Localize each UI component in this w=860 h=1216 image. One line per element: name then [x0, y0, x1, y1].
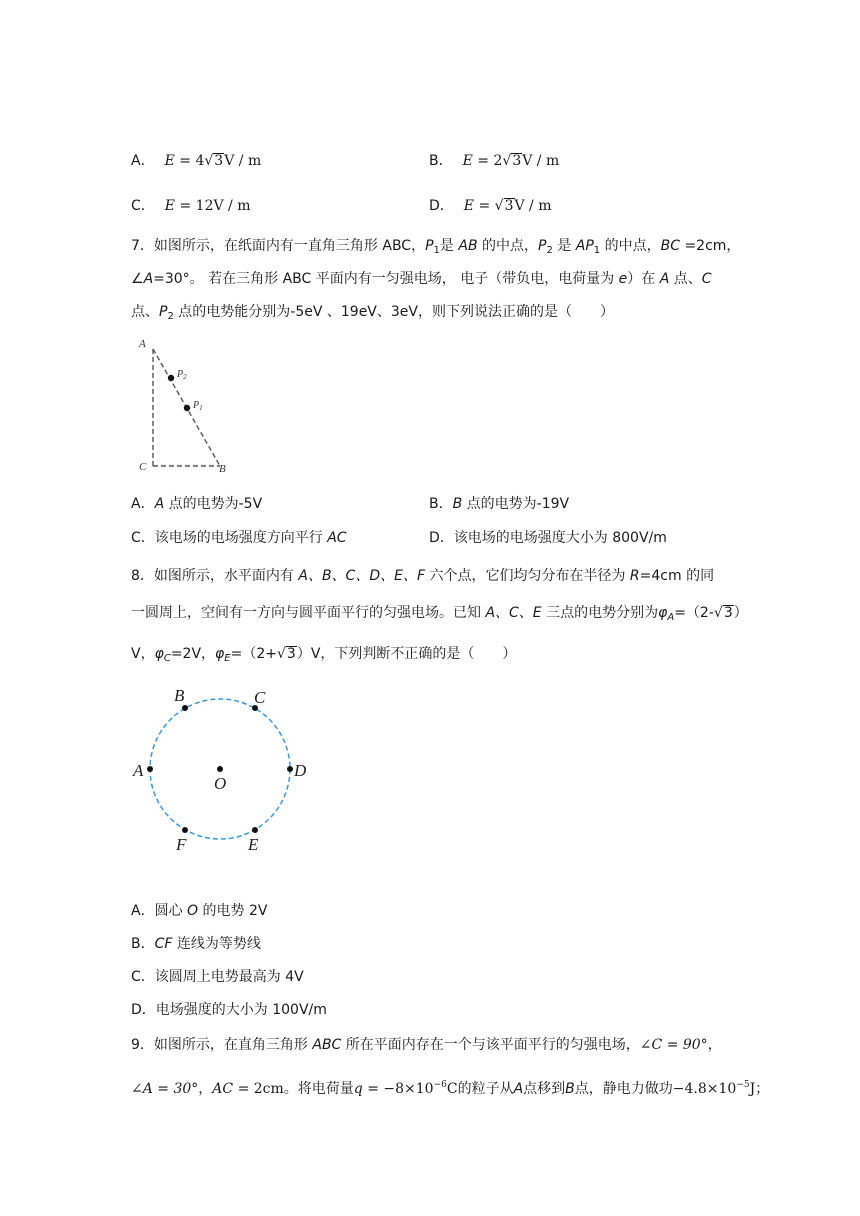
- q6-option-d: D． E = √3V / m: [429, 198, 552, 214]
- point-p2: [168, 375, 174, 381]
- label-p1: $P_1$: [193, 400, 203, 412]
- label-b: B: [174, 686, 185, 705]
- label-p2: $P_2$: [177, 369, 187, 381]
- label-f: F: [176, 835, 187, 854]
- q8-stem-line1: 8．如图所示，水平面内有 A、B、C、D、E、F 六个点，它们均匀分布在半径为 R=4cm 的同: [131, 568, 715, 584]
- label-d: D: [294, 761, 307, 780]
- label-c: C: [254, 688, 266, 707]
- point-f: [182, 827, 188, 833]
- q8-option-a: A．圆心 O 的电势 2V: [131, 903, 268, 919]
- point-e: [252, 827, 258, 833]
- q8-stem-line2: 一圆周上，空间有一方向与圆平面平行的匀强电场。已知 A、C、E 三点的电势分别为$\varphi_A=(2-√3)$: [131, 605, 748, 623]
- label-b: B: [219, 463, 226, 475]
- label-o: O: [214, 774, 227, 793]
- q7-stem-line1: 7．如图所示，在纸面内有一直角三角形 ABC，$P_1$是 AB 的中点，$P_2$ 是 $AP_1$ 的中点，BC =2cm，: [131, 238, 741, 256]
- point-a: [147, 766, 153, 772]
- q7-triangle-figure: [130, 335, 240, 480]
- label-c: C: [139, 461, 147, 473]
- point-o: [217, 766, 223, 772]
- q7-option-a: A．A 点的电势为-5V: [131, 496, 263, 512]
- point-b: [182, 705, 188, 711]
- q8-option-c: C．该圆周上电势最高为 4V: [131, 969, 304, 985]
- q6-option-a: A． E = 4√3V / m: [131, 153, 262, 169]
- q7-option-c: C．该电场的电场强度方向平行 AC: [131, 530, 347, 546]
- q8-stem-line3: V，$\varphi_C=2V$，$\varphi_E=(2+√3)V$，下列判断不正确的是（ ）: [131, 646, 517, 664]
- label-a: A: [133, 761, 144, 780]
- point-p1: [184, 405, 190, 411]
- point-d: [287, 766, 293, 772]
- q9-stem-line2: ∠A = 30°，AC = 2cm。将电荷量$q = -8\times 10^{-6}C$的粒子从A点移到B点，静电力做功$-4.8\times 10^{-5}J$；: [131, 1080, 770, 1097]
- q7-option-d: D．该电场的电场强度大小为 800V/m: [429, 530, 667, 546]
- q8-option-b: B．CF 连线为等势线: [131, 936, 261, 952]
- label-e: E: [248, 835, 259, 854]
- q7-stem-line3: 点、$P_2$ 点的电势能分别为-5eV 、19eV、3eV，则下列说法正确的是（ ）: [131, 304, 614, 322]
- q7-option-b: B．B 点的电势为-19V: [429, 496, 570, 512]
- label-a: A: [139, 338, 146, 350]
- q6-option-c: C． E = 12V / m: [131, 198, 251, 214]
- q8-circle-figure: [130, 680, 330, 860]
- q6-option-b: B． E = 2√3V / m: [429, 153, 560, 169]
- q7-stem-line2: ∠A=30°。 若在三角形 ABC 平面内有一匀强电场， 电子（带负电，电荷量为 e）在 A 点、C: [131, 271, 712, 287]
- q9-stem-line1: 9．如图所示，在直角三角形 ABC 所在平面内存在一个与该平面平行的匀强电场，∠C = 90°，: [131, 1037, 722, 1053]
- q8-option-d: D．电场强度的大小为 100V/m: [131, 1002, 327, 1018]
